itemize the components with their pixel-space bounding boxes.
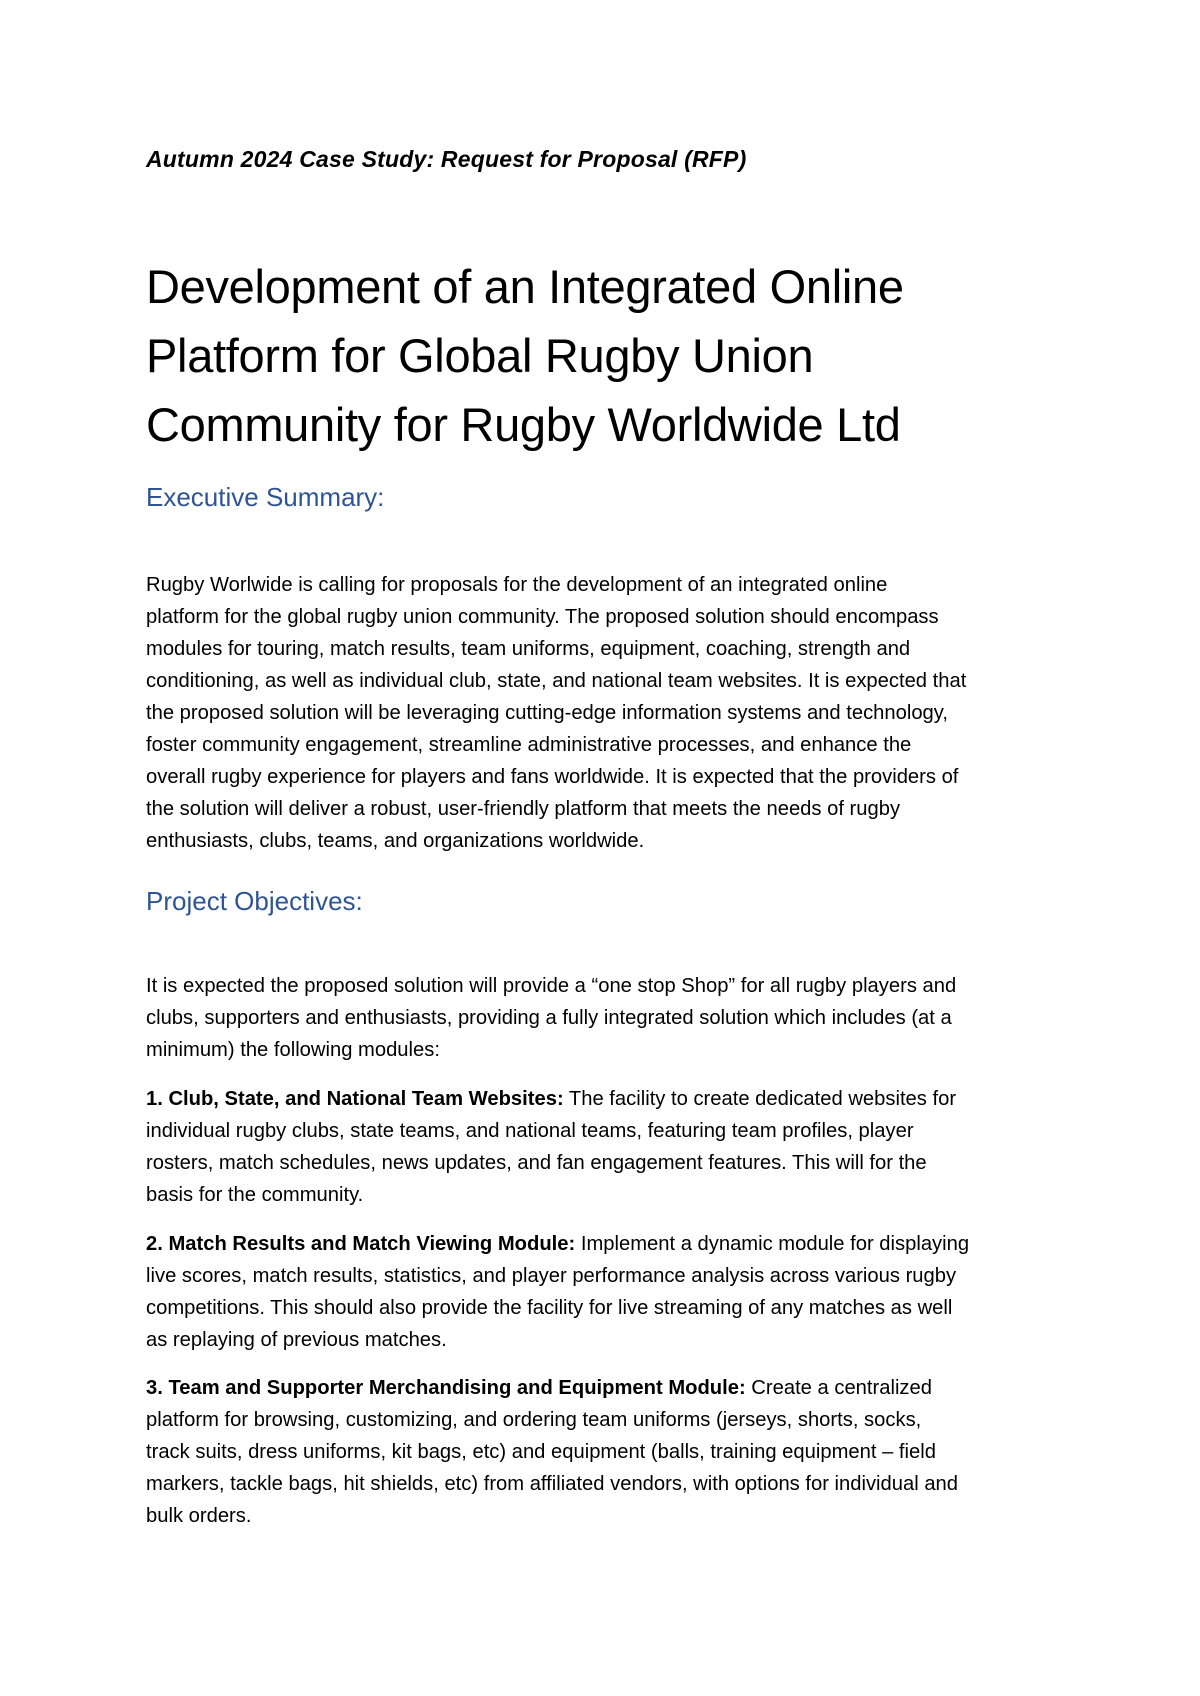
title-line: Community for Rugby Worldwide Ltd <box>146 398 901 451</box>
paragraph-line: minimum) the following modules: <box>146 1039 440 1061</box>
document-title <box>146 252 1046 459</box>
paragraph-line: conditioning, as well as individual club, state, and national team websites. It is expected that <box>146 670 967 692</box>
paragraph-line: overall rugby experience for players and fans worldwide. It is expected that the providers of <box>146 766 959 788</box>
project-objectives-heading: Project Objectives: <box>146 886 363 916</box>
module-3-text: Create a centralized <box>745 1377 932 1399</box>
paragraph-line: basis for the community. <box>146 1184 364 1206</box>
module-2-paragraph <box>146 1228 1066 1356</box>
paragraph-line: track suits, dress uniforms, kit bags, etc) and equipment (balls, training equipment – field <box>146 1441 936 1463</box>
paragraph-line: It is expected the proposed solution will provide a “one stop Shop” for all rugby players and <box>146 975 957 997</box>
paragraph-line: foster community engagement, streamline administrative processes, and enhance the <box>146 734 912 756</box>
document-subtitle: Autumn 2024 Case Study: Request for Proposal (RFP) <box>146 146 747 172</box>
module-3-title: 3. Team and Supporter Merchandising and Equipment Module: <box>146 1377 746 1399</box>
module-2-title: 2. Match Results and Match Viewing Module: <box>146 1233 576 1255</box>
title-line: Development of an Integrated Online <box>146 260 904 313</box>
paragraph-line: the proposed solution will be leveraging cutting-edge information systems and technology, <box>146 702 948 724</box>
paragraph-line: platform for the global rugby union community. The proposed solution should encompass <box>146 606 939 628</box>
module-1-text: The facility to create dedicated websites for <box>563 1088 957 1110</box>
paragraph-line: enthusiasts, clubs, teams, and organizations worldwide. <box>146 830 645 852</box>
executive-summary-paragraph <box>146 569 1066 857</box>
module-3-paragraph <box>146 1372 1066 1532</box>
executive-summary-heading: Executive Summary: <box>146 482 385 512</box>
paragraph-line: the solution will deliver a robust, user-friendly platform that meets the needs of rugby <box>146 798 901 820</box>
module-1-title: 1. Club, State, and National Team Websites: <box>146 1088 564 1110</box>
paragraph-line <box>146 1083 1066 1115</box>
paragraph-line: Rugby Worlwide is calling for proposals for the development of an integrated online <box>146 574 888 596</box>
paragraph-line: competitions. This should also provide the facility for live streaming of any matches as well <box>146 1297 953 1319</box>
paragraph-line: individual rugby clubs, state teams, and national teams, featuring team profiles, player <box>146 1120 914 1142</box>
paragraph-line: as replaying of previous matches. <box>146 1329 447 1351</box>
paragraph-line: platform for browsing, customizing, and ordering team uniforms (jerseys, shorts, socks, <box>146 1409 922 1431</box>
module-1-paragraph <box>146 1083 1066 1211</box>
paragraph-line: clubs, supporters and enthusiasts, providing a fully integrated solution which includes (at a <box>146 1007 952 1029</box>
paragraph-line: markers, tackle bags, hit shields, etc) from affiliated vendors, with options for individual and <box>146 1473 959 1495</box>
module-2-text: Implement a dynamic module for displaying <box>575 1233 970 1255</box>
paragraph-line <box>146 1228 1066 1260</box>
paragraph-line: bulk orders. <box>146 1505 252 1527</box>
paragraph-line: rosters, match schedules, news updates, and fan engagement features. This will for the <box>146 1152 927 1174</box>
paragraph-line <box>146 1372 1066 1404</box>
objectives-intro-paragraph <box>146 970 1066 1066</box>
title-line: Platform for Global Rugby Union <box>146 329 814 382</box>
paragraph-line: live scores, match results, statistics, and player performance analysis across various rugby <box>146 1265 957 1287</box>
paragraph-line: modules for touring, match results, team uniforms, equipment, coaching, strength and <box>146 638 911 660</box>
